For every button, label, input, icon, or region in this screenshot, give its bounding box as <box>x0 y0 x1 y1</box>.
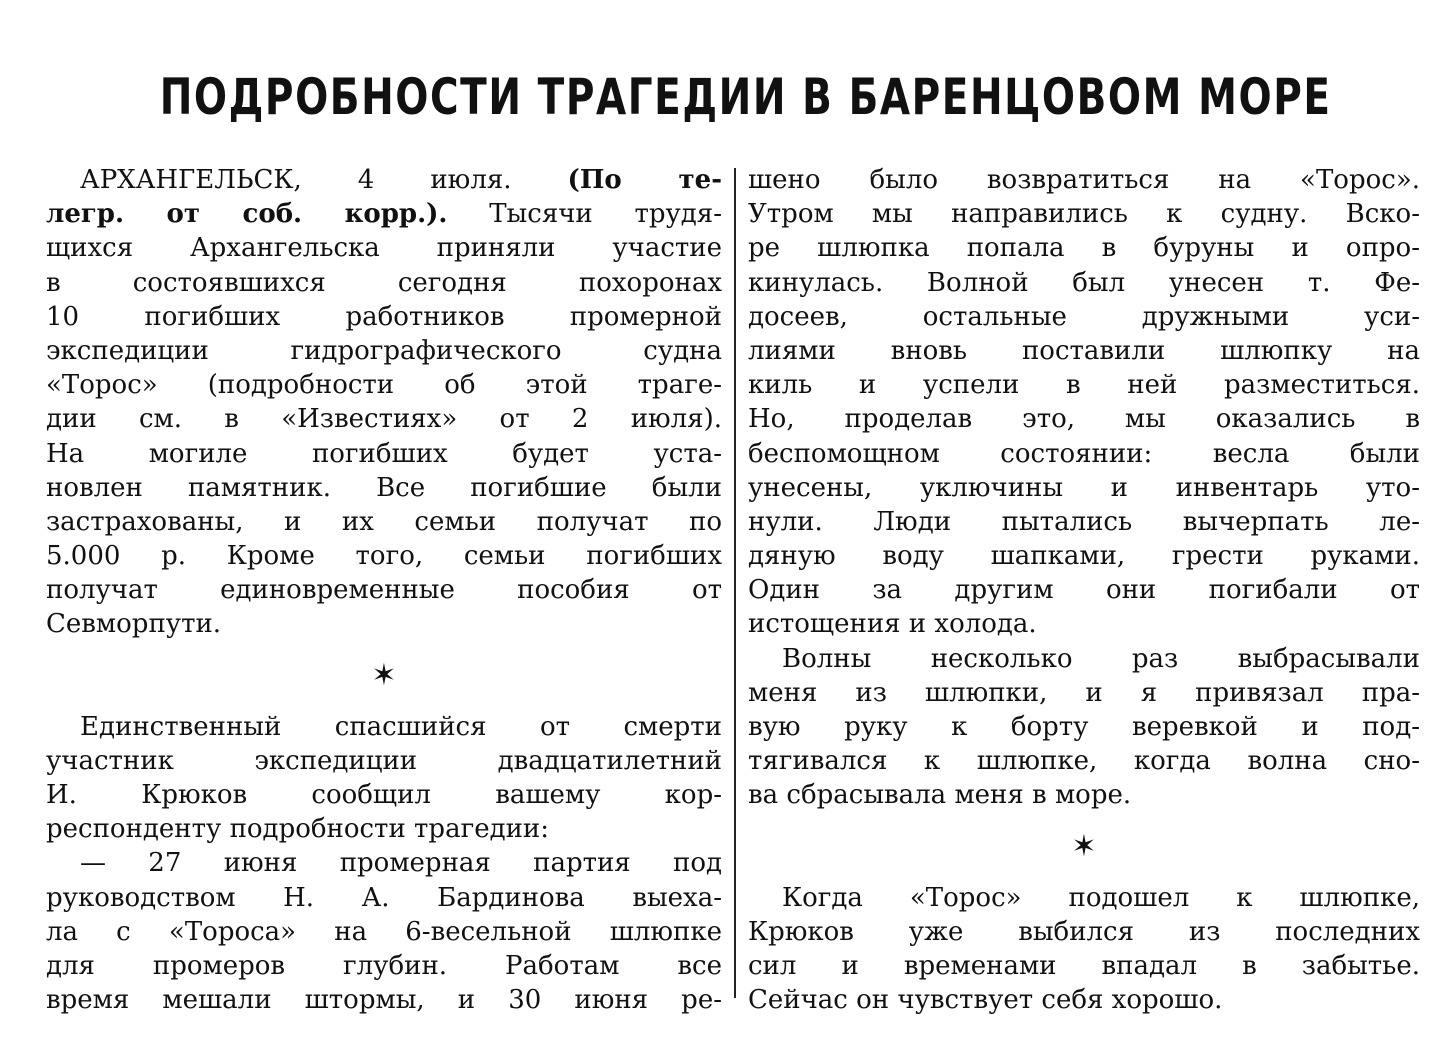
text-line: досеев, остальные дружными уси- <box>748 301 1420 332</box>
text-line: Единственный спасшийся от смерти <box>80 711 722 742</box>
text-line: Когда «Торос» подошел к шлюпке, <box>782 882 1420 913</box>
text-line: 10 погибших работников промерной <box>46 301 722 332</box>
text-line: легр. от соб. корр.). Тысячи трудя- <box>46 199 722 230</box>
text-line: «Торос» (подробности об этой траге- <box>46 370 722 401</box>
text-line: унесены, уключины и инвентарь уто- <box>748 472 1420 503</box>
right-column <box>748 163 1420 1017</box>
text-line: руководством Н. А. Бардинова выеха- <box>46 882 722 913</box>
text-line: На могиле погибших будет уста- <box>46 438 722 469</box>
text-line: в состоявшихся сегодня похоронах <box>46 267 722 298</box>
text-line: вую руку к борту веревкой и под- <box>748 712 1420 742</box>
column-divider <box>734 168 736 998</box>
dateline-source: (По те- <box>567 165 722 195</box>
text-line: Волны несколько раз выбрасывали <box>782 643 1420 674</box>
text-line: кинулась. Волной был унесен т. Фе- <box>748 267 1420 298</box>
star-separator-icon: ✶ <box>371 657 397 693</box>
text-line: сил и временами впадал в забытье. <box>748 950 1420 981</box>
text-line: получат единовременные пособия от <box>46 575 722 606</box>
text-line: щихся Архангельска приняли участие <box>46 233 722 264</box>
text-line: Один за другим они погибали от <box>748 575 1420 606</box>
text-line: ва сбрасывала меня в море. <box>748 780 1132 811</box>
text-line: — 27 июня промерная партия под <box>80 848 722 879</box>
star-separator-icon: ✶ <box>1071 828 1097 864</box>
text-line: беспомощном состоянии: весла были <box>748 438 1420 469</box>
text-line: Крюков уже выбился из последних <box>748 916 1420 947</box>
text-line: лиями вновь поставили шлюпку на <box>748 335 1420 366</box>
text-line: Но, проделав это, мы оказались в <box>748 404 1420 435</box>
text-line: меня из шлюпки, и я привязал пра- <box>748 677 1420 708</box>
text-line: для промеров глубин. Работам все <box>46 950 722 981</box>
text-line: И. Крюков сообщил вашему кор- <box>46 780 722 810</box>
text-line: киль и успели в ней разместиться. <box>748 370 1420 401</box>
text-line: дии см. в «Известиях» от 2 июля). <box>46 404 722 435</box>
text-line: экспедиции гидрографического судна <box>46 335 722 366</box>
text-line: Утром мы направились к судну. Вско- <box>748 199 1420 230</box>
text-line: время мешали штормы, и 30 июня ре- <box>46 985 722 1016</box>
text-line: участник экспедиции двадцатилетний <box>46 745 722 776</box>
text-line: тягивался к шлюпке, когда волна сно- <box>748 746 1420 777</box>
text-line: истощения и холода. <box>748 609 1037 640</box>
dateline-place: АРХАНГЕЛЬСК, <box>80 165 302 195</box>
text-line: Сейчас он чувствует себя хорошо. <box>748 985 1223 1016</box>
text-line: 5.000 р. Кроме того, семьи погибших <box>46 541 722 572</box>
text-line: новлен памятник. Все погибшие были <box>46 472 722 503</box>
dateline-source-cont: легр. от соб. корр.). <box>46 199 448 230</box>
text-line: ре шлюпка попала в буруны и опро- <box>748 233 1420 264</box>
text-line: застрахованы, и их семьи получат по <box>46 506 722 537</box>
dateline-date: 4 июля. <box>357 165 512 195</box>
text-line: дяную воду шапками, грести руками. <box>748 541 1420 572</box>
headline: ПОДРОБНОСТИ ТРАГЕДИИ В БАРЕНЦОВОМ МОРЕ <box>159 68 1332 126</box>
text-line: нули. Люди пытались вычерпать ле- <box>748 506 1420 537</box>
left-column <box>46 163 722 1017</box>
dateline <box>46 163 722 197</box>
text-line: Севморпути. <box>46 609 222 640</box>
text-line: ла с «Тороса» на 6-весельной шлюпке <box>46 916 722 947</box>
text-line: шено было возвратиться на «Торос». <box>748 165 1420 195</box>
text-line: респонденту подробности трагедии: <box>46 814 550 845</box>
